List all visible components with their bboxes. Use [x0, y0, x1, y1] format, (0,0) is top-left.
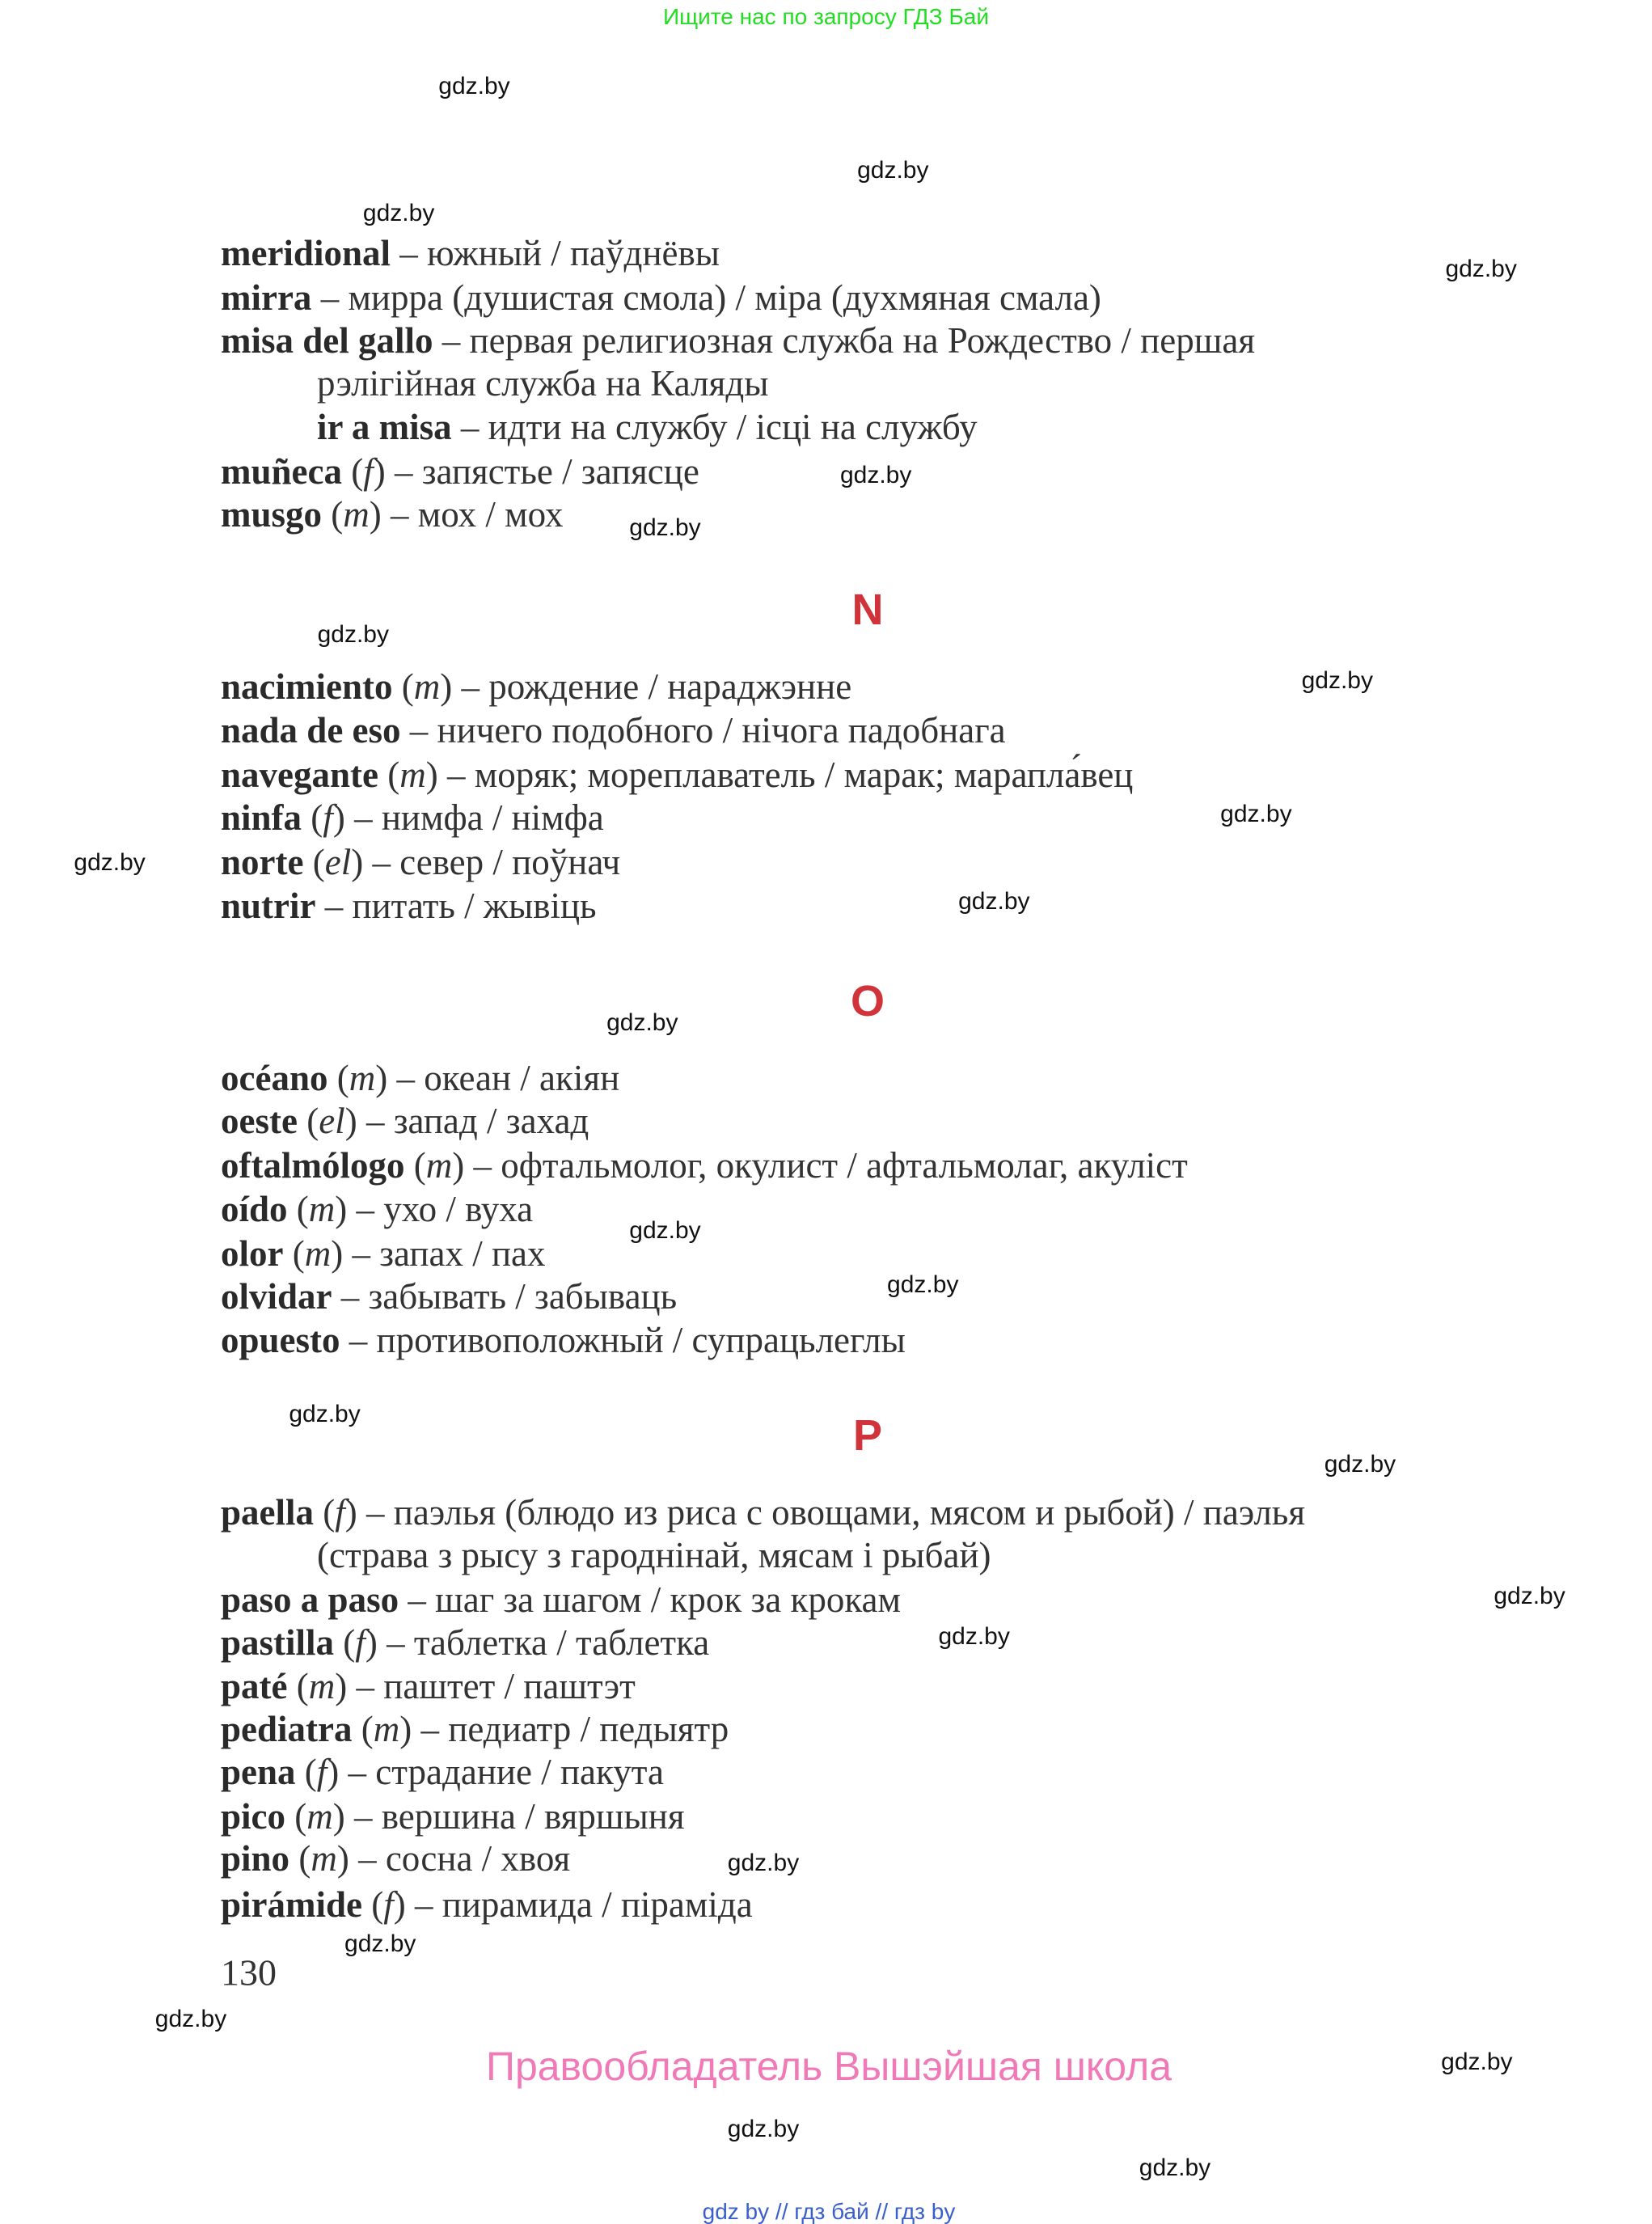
gender-marker: m	[425, 1144, 453, 1186]
gender-marker: el	[319, 1101, 345, 1142]
gender-marker: f	[316, 1751, 327, 1792]
entry-headword: paté	[221, 1666, 288, 1707]
gender-marker: m	[308, 1189, 336, 1230]
entry-headword: opuesto	[221, 1320, 340, 1361]
watermark: gdz.by	[629, 514, 701, 542]
gender-marker: m	[308, 1666, 336, 1707]
section-letter: P	[852, 1411, 883, 1461]
entry-translation: – рождение / нараджэнне	[452, 666, 852, 707]
entry-headword: ir a misa	[317, 407, 452, 448]
entry-translation: – моряк; мореплаватель / марак; марапла́вец	[437, 755, 1134, 796]
watermark: gdz.by	[606, 1008, 678, 1036]
watermark: gdz.by	[1301, 666, 1373, 694]
entry-translation: – идти на службу / ісці на службу	[451, 407, 978, 448]
entry-headword: musgo	[221, 493, 323, 535]
entry-gender: (m)	[378, 755, 438, 796]
copyright-holder: Правообладатель Вышэйшая школа	[486, 2044, 1172, 2089]
glossary-entry	[221, 1884, 753, 1926]
glossary-entry	[221, 709, 1006, 751]
watermark: gdz.by	[1441, 2049, 1513, 2076]
entry-translation: – педиатр / педыятр	[412, 1709, 729, 1750]
watermark: gdz.by	[958, 887, 1030, 915]
glossary-entry	[221, 1057, 619, 1099]
entry-translation: – север / поўнач	[363, 841, 621, 882]
entry-translation: – паштет / паштэт	[347, 1666, 636, 1707]
entry-headword: pico	[221, 1795, 286, 1837]
entry-translation: – шаг за шагом / крок за крокам	[399, 1579, 901, 1620]
gender-marker: m	[413, 666, 441, 707]
glossary-entry	[221, 1144, 1188, 1186]
entry-headword: paella	[221, 1492, 315, 1533]
entry-gender: (m)	[352, 1709, 412, 1750]
entry-gender: (m)	[289, 1838, 349, 1879]
entry-headword: olvidar	[221, 1275, 332, 1317]
entry-gender: (m)	[404, 1144, 465, 1186]
glossary-entry	[221, 1579, 901, 1621]
gender-marker: m	[311, 1838, 337, 1879]
entry-headword: oftalmólogo	[221, 1144, 405, 1186]
glossary-entry	[221, 754, 1133, 796]
watermark: gdz.by	[727, 1849, 800, 1876]
glossary-entry	[221, 232, 720, 274]
watermark: gdz.by	[344, 1930, 416, 1958]
section-letter: O	[850, 977, 885, 1026]
glossary-entry	[221, 1233, 546, 1275]
gender-marker: m	[349, 1058, 376, 1099]
entry-translation: – таблетка / таблетка	[377, 1621, 710, 1663]
watermark: gdz.by	[1324, 1450, 1396, 1478]
glossary-entry	[221, 1751, 664, 1793]
entry-translation: – мох / мох	[381, 493, 564, 535]
gender-marker: m	[373, 1709, 400, 1750]
entry-headword: norte	[221, 841, 304, 882]
watermark: gdz.by	[887, 1271, 959, 1298]
watermark: gdz.by	[317, 621, 389, 649]
glossary-entry	[221, 493, 564, 535]
entry-translation: – забывать / забываць	[332, 1275, 678, 1317]
entry-gender: (f)	[314, 1492, 357, 1533]
entry-gender: (m)	[327, 1058, 388, 1099]
entry-translation: – первая религиозная служба на Рождество / першая	[433, 319, 1256, 361]
glossary-entry	[221, 1837, 570, 1879]
entry-continuation: рэлігійная служба на Каляды	[317, 362, 769, 404]
gender-marker: f	[363, 450, 374, 492]
entry-gender: (f)	[362, 1884, 406, 1925]
glossary-entry	[221, 1100, 589, 1142]
watermark: gdz.by	[362, 200, 435, 227]
watermark: gdz.by	[857, 157, 929, 184]
entry-gender: (m)	[283, 1233, 344, 1274]
watermark: gdz.by	[1220, 801, 1292, 828]
entry-headword: misa del gallo	[221, 319, 433, 361]
page-number: 130	[221, 1951, 277, 1994]
section-letter: N	[851, 585, 884, 634]
entry-headword: meridional	[221, 233, 391, 274]
entry-gender: (f)	[295, 1751, 340, 1792]
glossary-entry	[221, 1319, 906, 1361]
entry-translation: – запястье / запясце	[385, 450, 699, 492]
gender-marker: m	[343, 493, 370, 535]
entry-headword: oeste	[221, 1101, 298, 1142]
entry-headword: pediatra	[221, 1709, 353, 1750]
glossary-entry	[221, 666, 851, 708]
entry-gender: (el)	[303, 841, 364, 882]
entry-gender: (el)	[297, 1101, 357, 1142]
entry-translation: – нимфа / німфа	[344, 797, 604, 838]
watermark: gdz.by	[154, 2006, 227, 2033]
glossary-entry	[221, 277, 1101, 319]
entry-headword: paso a paso	[221, 1579, 399, 1620]
entry-translation: – сосна / хвоя	[349, 1838, 571, 1879]
entry-translation: – пирамида / піраміда	[405, 1884, 753, 1925]
gender-marker: f	[383, 1884, 394, 1925]
watermark: gdz.by	[438, 73, 510, 100]
gender-marker: m	[304, 1233, 332, 1274]
gender-marker: m	[399, 755, 426, 796]
entry-headword: navegante	[221, 755, 378, 796]
entry-headword: pirámide	[221, 1884, 362, 1925]
glossary-entry	[221, 1188, 533, 1230]
watermark: gdz.by	[629, 1216, 701, 1244]
watermark: gdz.by	[839, 462, 912, 489]
glossary-entry	[317, 406, 978, 448]
glossary-entry	[221, 841, 620, 883]
watermark: gdz.by	[1494, 1583, 1565, 1610]
entry-headword: pastilla	[221, 1621, 335, 1663]
gender-marker: m	[306, 1795, 333, 1837]
entry-translation: – южный / паўднёвы	[391, 233, 720, 274]
entry-translation: – мирра (душистая смола) / міра (духмяная смала)	[311, 277, 1101, 319]
entry-translation: – паэлья (блюдо из риса с овощами, мясом и рыбой) / паэлья	[357, 1492, 1306, 1533]
entry-translation: – океан / акіян	[387, 1058, 620, 1099]
watermark: gdz.by	[938, 1622, 1010, 1650]
entry-translation: – ухо / вуха	[347, 1189, 534, 1230]
entry-translation: – страдание / пакута	[339, 1751, 664, 1792]
entry-gender: (f)	[342, 450, 386, 492]
glossary-entry	[221, 797, 604, 839]
entry-translation: – питать / жывіць	[315, 886, 597, 927]
entry-headword: nutrir	[221, 886, 316, 927]
entry-gender: (f)	[334, 1621, 378, 1663]
glossary-entry	[221, 1275, 677, 1317]
entry-continuation: (страва з рысу з гароднінай, мясам і рыбай)	[317, 1535, 991, 1576]
watermark: gdz.by	[1445, 255, 1517, 282]
watermark: gdz.by	[727, 2116, 800, 2142]
gender-marker: f	[335, 1492, 345, 1533]
gender-marker: f	[323, 797, 333, 838]
entry-gender: (m)	[287, 1189, 348, 1230]
entry-headword: pino	[221, 1838, 290, 1879]
entry-headword: olor	[221, 1233, 284, 1274]
glossary-entry	[221, 1665, 636, 1707]
entry-gender: (m)	[287, 1666, 348, 1707]
entry-gender: (m)	[285, 1795, 345, 1837]
entry-translation: – офтальмолог, окулист / афтальмолаг, акуліст	[464, 1144, 1188, 1186]
watermark: gdz.by	[1139, 2154, 1211, 2181]
entry-translation: – вершина / вяршыня	[344, 1795, 685, 1837]
footer-links[interactable]: gdz by // гдз бай // гдз by	[702, 2199, 956, 2224]
gender-marker: el	[324, 841, 352, 882]
watermark: gdz.by	[74, 849, 146, 877]
glossary-entry	[221, 450, 699, 493]
entry-headword: nacimiento	[221, 666, 393, 707]
entry-gender: (f)	[302, 797, 345, 838]
entry-translation: – запад / захад	[357, 1101, 589, 1142]
entry-headword: nada de eso	[221, 710, 401, 751]
entry-headword: pena	[221, 1751, 296, 1792]
glossary-entry	[221, 1621, 709, 1664]
entry-gender: (m)	[392, 666, 453, 707]
entry-headword: mirra	[221, 277, 312, 319]
entry-headword: ninfa	[221, 797, 302, 838]
search-hint-banner: Ищите нас по запросу ГДЗ Бай	[662, 4, 990, 29]
entry-translation: – запах / пах	[343, 1233, 546, 1274]
entry-headword: oído	[221, 1189, 288, 1230]
entry-translation: – противоположный / супрацьлеглы	[340, 1320, 906, 1361]
gender-marker: f	[355, 1621, 365, 1663]
glossary-entry	[221, 1795, 685, 1837]
glossary-entry	[221, 885, 597, 927]
glossary-entry	[221, 1708, 729, 1750]
entry-headword: muñeca	[221, 450, 342, 492]
glossary-entry	[221, 319, 1255, 362]
glossary-entry	[221, 1491, 1305, 1533]
entry-headword: océano	[221, 1058, 328, 1099]
entry-translation: – ничего подобного / нічога падобнага	[400, 710, 1006, 751]
entry-gender: (m)	[322, 493, 382, 535]
watermark: gdz.by	[289, 1400, 361, 1427]
